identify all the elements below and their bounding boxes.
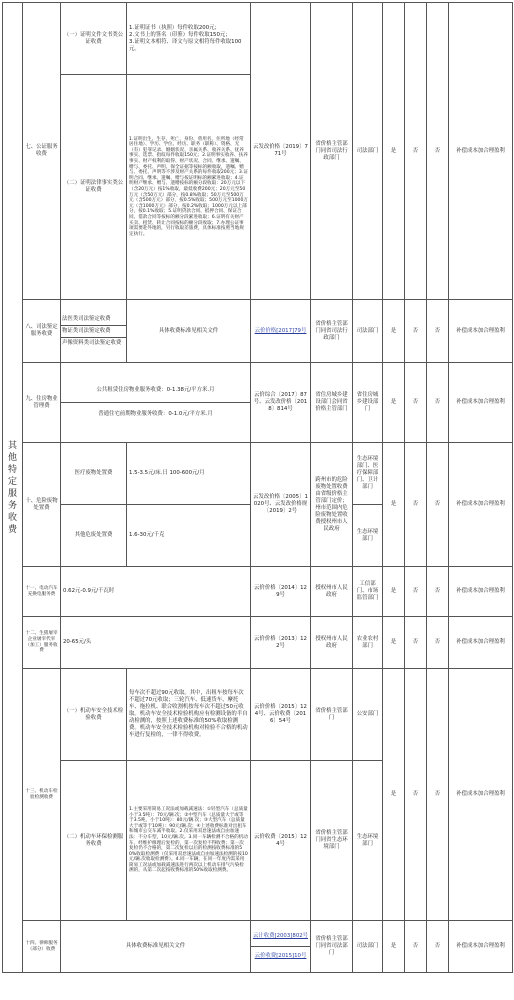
lawyer-note: 补偿成本加合理盈利 bbox=[449, 921, 513, 973]
lawyer-col1: 是 bbox=[383, 921, 405, 973]
group-label: 其他特定服务收费 bbox=[7, 440, 17, 535]
slaughter-name: 十二、生猪屠宰企业屠宰代宰（加工）服务收费 bbox=[23, 617, 61, 669]
housing-line: 普通住宅前期物业服务收费：0-1.0元/平方米.月 bbox=[98, 411, 213, 417]
table-row bbox=[3, 300, 513, 363]
lawyer-pricing: 省价格主管部门同省司法部门 bbox=[311, 921, 353, 973]
housing-pricing: 省住房城乡建设部门会同省价格主管部门 bbox=[311, 363, 353, 443]
notary-dept: 司法部门 bbox=[353, 3, 383, 300]
vehicle-sub1-basis: 云价价格〔2015〕124号、云价收费〔2016〕54号 bbox=[251, 669, 311, 761]
vehicle-sub2-basis: 云价收费〔2015〕124号 bbox=[251, 761, 311, 921]
vehicle-sub1-pricing: 省价格主管部门 bbox=[311, 669, 353, 761]
forensic-col3: 否 bbox=[427, 300, 449, 363]
table-row bbox=[3, 443, 513, 505]
notary-sub2-standard: 1.证明出生、生存、死亡、身份、曾用名、住所地（经常居住地）、学历、学位、经历、职务（职称）、资格、无（有）犯罪记录、婚姻状况、亲属关系、收养关系、抚养事实、选票、指纹每件收取150元；2.证明事实收养、扶养事实、财产权利的取得、财产状况、合同、继承、遗嘱、赠与、委托、声明、保全证据等按标的额收取，遗嘱、赠与、委托、声明等不涉及财产关系的每件收取200元；3.证明合同、继承、遗嘱、赠与按证明标的额累进收取；4.证明财产继承、赠与、遗赠按标的额分段收取：20万元以下（含20万元）按1%收取，最低收费200元；20万元至50万元（含50万元）部分，按0.8%收取；50万元至500万元（含500万元）部分，按0.5%收取；500万元至1000万元（含1000万元）部分，按0.2%收取；1000万元以上部分，按0.1%收取；5.证明贷款合同、抵押合同、保证合同、借款合同等按标的额分段累进收取；6.证明有关财产买卖、租赁、转让合同按标的额分段收取；7.办理公证事项需要赴外地的，另行收取差旅费，具体标准按照当地规定执行。 bbox=[127, 75, 251, 300]
notary-name: 七、公证服务收费 bbox=[23, 3, 61, 300]
forensic-items bbox=[61, 300, 127, 363]
notary-sub1-line: 1.证明证书（执照）每件收取200元； bbox=[129, 24, 220, 31]
vehicle-sub2-pricing: 省价格主管部门同省生态环境部门 bbox=[311, 761, 353, 921]
lawyer-basis-link[interactable]: 云计收费[2003]802号 bbox=[251, 927, 310, 947]
lawyer-col3: 否 bbox=[427, 921, 449, 973]
waste-col3: 否 bbox=[427, 443, 449, 567]
notary-sub1-line: 2.文书上的签名（印鉴）每件收取150元； bbox=[129, 31, 231, 38]
housing-dept: 省住房城乡建设部门 bbox=[353, 363, 383, 443]
slaughter-basis: 云价价格〔2013〕122号 bbox=[251, 617, 311, 669]
forensic-col1: 是 bbox=[383, 300, 405, 363]
table-row bbox=[3, 3, 513, 75]
forensic-item: 法医类司法鉴定收费 bbox=[61, 314, 126, 326]
vehicle-sub1-name: （一）机动车安全技术检验收费 bbox=[61, 669, 127, 761]
vehicle-col1: 是 bbox=[383, 669, 405, 921]
vehicle-col3: 否 bbox=[427, 669, 449, 921]
waste-std2: 1.6-30元/千克 bbox=[127, 505, 251, 567]
vehicle-sub2-name: （二）机动车环保检测服务收费 bbox=[61, 761, 127, 921]
waste-col2: 否 bbox=[405, 443, 427, 567]
vehicle-sub1-standard: 每车次不超过90元收取。其中，出租车按每车次不超过70元收取；三轮汽车、低速货车、摩托车、拖拉机、联合收割机按每车次不超过50元收取。机动车安全技术检验机构应有检测设备的半自动检测的，按照上述收费标准的50%收取检测费。机动车安全技术检验机构对检验不合格的机动车进行复检的，一律不得收费。 bbox=[127, 669, 251, 761]
waste-pricing: 跨州市的危险废物处置收费由省级价格主管部门定价；州市范围内危险废物处置收费授权州市人民政府 bbox=[311, 443, 353, 567]
ev-col1: 是 bbox=[383, 567, 405, 617]
ev-col2: 否 bbox=[405, 567, 427, 617]
lawyer-standard: 具体收费标准见相关文件 bbox=[61, 921, 251, 973]
vehicle-col2: 否 bbox=[405, 669, 427, 921]
waste-note: 补偿成本加合理盈利 bbox=[449, 443, 513, 567]
notary-col3: 否 bbox=[427, 3, 449, 300]
waste-item2: 其他危废处置费 bbox=[61, 505, 127, 567]
slaughter-note: 补偿成本加合理盈利 bbox=[449, 617, 513, 669]
waste-dept1: 生态环境部门、医疗保障部门、卫计部门 bbox=[353, 443, 383, 505]
table-row bbox=[3, 567, 513, 617]
housing-note: 补偿成本加合理盈利 bbox=[449, 363, 513, 443]
slaughter-dept: 农业农村部门 bbox=[353, 617, 383, 669]
lawyer-dept: 司法部门 bbox=[353, 921, 383, 973]
waste-std1: 1.5-3.5元/床.日 100-600元/月 bbox=[127, 443, 251, 505]
notary-sub2-name: （二）证明法律事实类公证收费 bbox=[61, 75, 127, 300]
housing-line: 公共租赁住房物业服务收费：0-1.38元/平方米.月 bbox=[61, 379, 250, 403]
ev-pricing: 授权州市人民政府 bbox=[311, 567, 353, 617]
waste-name: 十、危险废物处置费 bbox=[23, 443, 61, 567]
ev-standard: 0.62元-0.9元/千瓦时 bbox=[61, 567, 251, 617]
group-label-cell bbox=[3, 3, 23, 973]
table-row bbox=[3, 921, 513, 973]
waste-item1: 医疗废物处置费 bbox=[61, 443, 127, 505]
vehicle-sub2-dept: 生态环境部门 bbox=[353, 761, 383, 921]
fee-table bbox=[2, 2, 513, 973]
lawyer-name: 十四、律师服务（部分）收费 bbox=[23, 921, 61, 973]
vehicle-name: 十三、机动车检验检测收费 bbox=[23, 669, 61, 921]
housing-col1: 是 bbox=[383, 363, 405, 443]
forensic-pricing: 省价格主管部门同省司法行政部门 bbox=[311, 300, 353, 363]
ev-col3: 否 bbox=[427, 567, 449, 617]
ev-note: 补偿成本加合理盈利 bbox=[449, 567, 513, 617]
lawyer-basis-link[interactable]: 云价收费[2015]10号 bbox=[254, 953, 307, 959]
forensic-standard: 具体收费标准见相关文件 bbox=[127, 300, 251, 363]
notary-sub1-line: 3.证明文本相符、译文与原文相符每件收取100元。 bbox=[129, 38, 242, 52]
housing-basis: 云价综合〔2017〕87号、云发改价格〔2018〕814号 bbox=[251, 363, 311, 443]
waste-dept2: 生态环境部门 bbox=[353, 505, 383, 567]
slaughter-col1: 是 bbox=[383, 617, 405, 669]
forensic-note: 补偿成本加合理盈利 bbox=[449, 300, 513, 363]
vehicle-note: 补偿成本加合理盈利 bbox=[449, 669, 513, 921]
slaughter-col2: 否 bbox=[405, 617, 427, 669]
ev-name: 十一、电动汽车充换电服务费 bbox=[23, 567, 61, 617]
forensic-name: 八、司法鉴定服务收费 bbox=[23, 300, 61, 363]
table-row bbox=[3, 363, 513, 443]
notary-sub1-name: （一）证明文件文书类公证收费 bbox=[61, 3, 127, 75]
housing-col2: 否 bbox=[405, 363, 427, 443]
table-row bbox=[3, 617, 513, 669]
slaughter-pricing: 授权州市人民政府 bbox=[311, 617, 353, 669]
housing-name: 九、住房物业管理费 bbox=[23, 363, 61, 443]
waste-col1: 是 bbox=[383, 443, 405, 567]
vehicle-sub2-standard: 1.主要采用简易工况法或加载减速法：①轻型汽车（总质量小于3.5吨）：70元/辆.次；②中型汽车（总质量大于或等于3.5吨，小于10吨）：80元/辆.次；③大型汽车（总质量大于或等于10吨）：90元/辆.次；④上述收费标准对出租车和城市公交车减半收取。2.仅采用双怠速法或自由加速法：不分车型，10元/辆.次。3.同一车辆检测不合格的机动车，经维护修理后复检的，第一次复检不得收费；第一次复检仍不合格的，第二次复检以后的检测按收费标准的50%收取检测费（仅采用双怠速法或自由加速法检测的按10元/辆.次收取检测费）。4.同一车辆，在同一年度内需采用简易工况法或加载减速法进行两次以上机动车排气污染检测的，从第二次起按收费标准的50%收取检测费。 bbox=[127, 761, 251, 921]
forensic-item: 物证类司法鉴定收费 bbox=[61, 326, 126, 338]
slaughter-standard: 20-65元/头 bbox=[61, 617, 251, 669]
vehicle-sub1-dept: 公安部门 bbox=[353, 669, 383, 761]
ev-dept: 工信部门、市场监管部门 bbox=[353, 567, 383, 617]
lawyer-col2: 否 bbox=[405, 921, 427, 973]
waste-basis: 云发改价格〔2005〕1020号、云发改价格规〔2019〕2号 bbox=[251, 443, 311, 567]
notary-col1: 是 bbox=[383, 3, 405, 300]
notary-sub1-standard bbox=[127, 3, 251, 75]
notary-basis: 云发改价格〔2019〕771号 bbox=[251, 3, 311, 300]
housing-standard bbox=[61, 363, 251, 443]
forensic-basis: 云价价格[2017]79号 bbox=[251, 300, 311, 363]
housing-col3: 否 bbox=[427, 363, 449, 443]
forensic-col2: 否 bbox=[405, 300, 427, 363]
forensic-dept: 司法部门 bbox=[353, 300, 383, 363]
table-row bbox=[3, 669, 513, 761]
notary-pricing: 省价格主管部门同省司法行政部门 bbox=[311, 3, 353, 300]
lawyer-basis bbox=[251, 921, 311, 973]
forensic-item: 声像资料类司法鉴定收费 bbox=[62, 339, 122, 346]
notary-note: 补偿成本加合理盈利 bbox=[449, 3, 513, 300]
slaughter-col3: 否 bbox=[427, 617, 449, 669]
notary-col2: 否 bbox=[405, 3, 427, 300]
ev-basis: 云价价格〔2014〕129号 bbox=[251, 567, 311, 617]
